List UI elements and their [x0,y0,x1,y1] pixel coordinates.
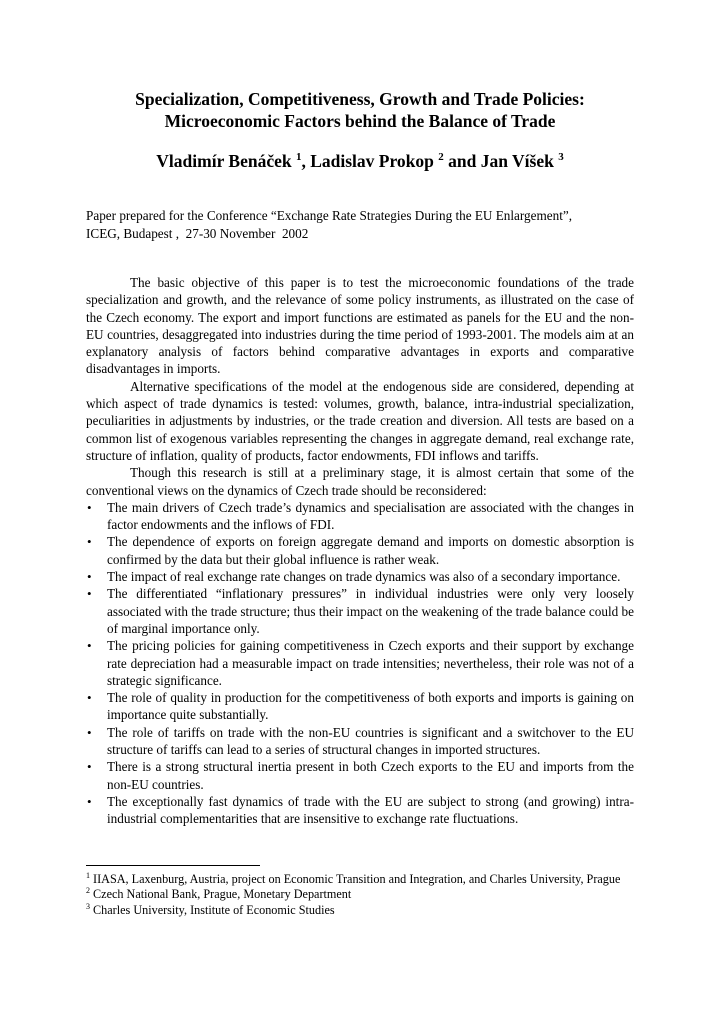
conference-line-2: ICEG, Budapest , 27-30 November 2002 [86,225,309,241]
footnote-text: Czech National Bank, Prague, Monetary Department [93,887,352,902]
footnote-marker: 3 [558,151,564,163]
list-item [86,533,634,568]
footnote-text: IIASA, Laxenburg, Austria, project on Economic Transition and Integration, and Charles University, Prague [93,872,621,886]
bullet-icon: • [87,534,92,550]
footnote [86,872,634,887]
list-item-text: The role of tariffs on trade with the non-EU countries is significant and a switchover to the EU structure of tariffs can lead to a series of structural changes in imported structures. [107,724,634,758]
conference-note [86,207,634,242]
abstract-body [86,274,634,828]
list-item-text: The impact of real exchange rate changes on trade dynamics was also of a secondary importance. [107,569,621,585]
footnote-marker: 2 [438,151,444,163]
list-item-text: The role of quality in production for the competitiveness of both exports and imports is gaining on importance quite substantially. [107,690,634,723]
list-item-text: The pricing policies for gaining competitiveness in Czech exports and their support by exchange rate depreciation had a measurable impact on trade intensities; nevertheless, their role was not of a strategic significance. [107,638,634,688]
list-item [86,724,634,759]
title-line-2: Microeconomic Factors behind the Balance of Trade [164,111,556,131]
footnote-divider [86,865,260,866]
list-item [86,585,634,637]
author-list [86,150,634,172]
title-line-1: Specialization, Competitiveness, Growth and Trade Policies: [135,89,585,109]
body-paragraph: The basic objective of this paper is to test the microeconomic foundations of the trade specialization and growth, and the relevance of some policy instruments, as illustrated on the case of the Czech economy. The export and import functions are estimated as panels for the EU and the non-EU countries, desaggregated into industries during the time period of 1993-2001. The models aim at an explanatory analysis of factors behind comparative advantages in exports and comparative disadvantages in imports. [86,275,634,377]
paper-title [86,88,634,132]
author-name: Ladislav Prokop [310,151,434,171]
conference-line-1: Paper prepared for the Conference “Exchange Rate Strategies During the EU Enlargement”, [86,208,573,223]
bullet-icon: • [87,724,92,740]
footnote [86,887,634,902]
bullet-icon: • [87,638,92,654]
findings-list [86,499,634,828]
footnote-marker: 3 [86,901,90,911]
footnote-marker: 1 [295,151,302,163]
list-item-text: There is a strong structural inertia present in both Czech exports to the EU and imports from the non-EU countries. [107,759,634,792]
author-separator: , [301,151,311,171]
list-item [86,758,634,793]
list-item [86,637,634,689]
footnote-text: Charles University, Institute of Economic Studies [93,902,335,917]
list-item [86,793,634,828]
list-item [86,499,634,534]
list-item-text: The dependence of exports on foreign aggregate demand and imports on domestic absorption is confirmed by the data but their global influence is rather weak. [107,534,634,567]
footnote-marker: 2 [86,886,90,896]
bullet-icon: • [87,759,92,775]
footnote [86,903,634,918]
bullet-icon: • [87,586,92,602]
footnotes [86,872,634,918]
list-item-text: The exceptionally fast dynamics of trade with the EU are subject to strong (and growing) intra-industrial complementarities that are insensitive to exchange rate fluctuations. [107,793,634,827]
list-item-text: The differentiated “inflationary pressures” in individual industries were only very loosely associated with the trade structure; thus their impact on the weakening of the trade balance could be of marginal importance only. [107,586,634,636]
list-item [86,568,634,585]
bullet-icon: • [87,499,92,515]
bullet-icon: • [87,793,92,809]
footnote-marker: 1 [86,871,90,880]
body-paragraph: Though this research is still at a preliminary stage, it is almost certain that some of the conventional views on the dynamics of Czech trade should be reconsidered: [86,465,634,498]
author-separator: and [443,151,481,171]
body-paragraph: Alternative specifications of the model at the endogenous side are considered, depending at which aspect of trade dynamics is tested: volumes, growth, balance, intra-industrial specialization, peculiarities in adjustments by industries, or the trade creation and diversion. All tests are based on a common list of exogenous variables representing the changes in aggregate demand, real exchange rate, structure of inflation, quality of products, factor endowments, FDI inflows and tariffs. [86,378,634,463]
bullet-icon: • [87,690,92,706]
list-item-text: The main drivers of Czech trade’s dynamics and specialisation are associated with the changes in factor endowments and the inflows of FDI. [107,499,634,533]
author-name: Jan Víšek [480,151,554,171]
bullet-icon: • [87,569,92,585]
list-item [86,689,634,724]
author-name: Vladimír Benáček [156,151,292,171]
